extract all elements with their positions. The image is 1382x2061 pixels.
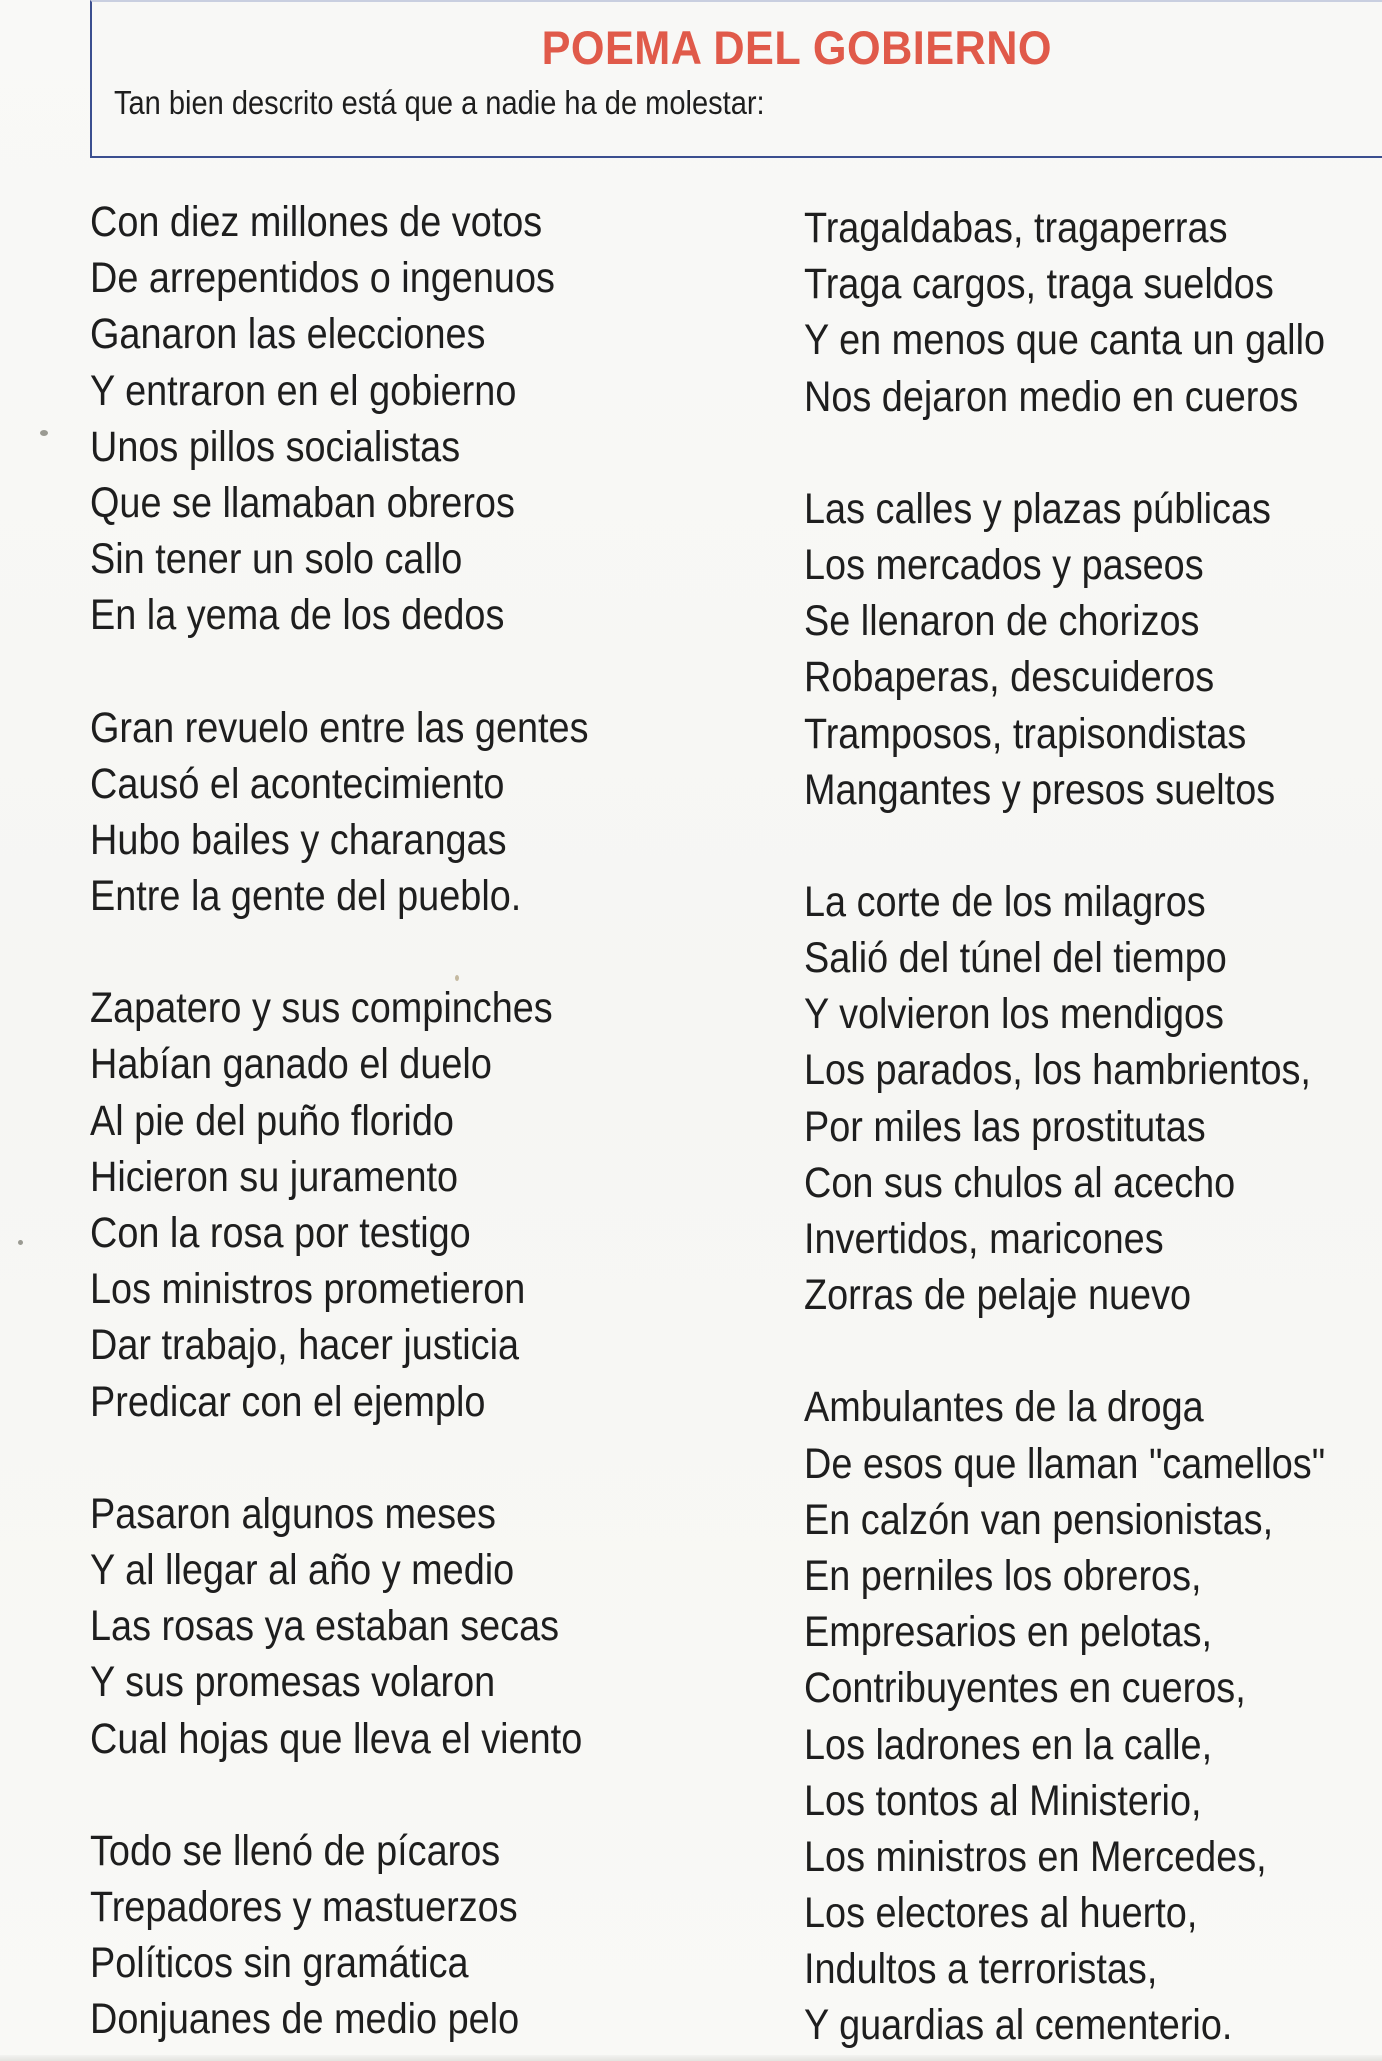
poem-line: Los mercados y paseos [804, 540, 1204, 589]
poem-line: Por miles las prostitutas [804, 1102, 1206, 1151]
poem-line: Con sus chulos al acecho [804, 1158, 1236, 1207]
stanza [804, 200, 1325, 425]
paper-speck [40, 430, 48, 436]
poem-line: Sin tener un solo callo [90, 535, 463, 584]
poem-line: Indultos a terroristas, [804, 1945, 1158, 1994]
poem-line: Zorras de pelaje nuevo [804, 1271, 1192, 1320]
poem-line: Las calles y plazas públicas [804, 484, 1271, 533]
poem-subtitle: Tan bien descrito está que a nadie ha de molestar: [114, 84, 765, 121]
poem-line: Ambulantes de la droga [804, 1383, 1204, 1432]
paper-speck [455, 975, 459, 981]
poem-line: Los tontos al Ministerio, [804, 1776, 1202, 1825]
stanza [90, 194, 589, 644]
poem-line: En la yema de los dedos [90, 591, 505, 640]
stanza [90, 700, 589, 925]
poem-line: Dar trabajo, hacer justicia [90, 1321, 520, 1370]
poem-line: En calzón van pensionistas, [804, 1495, 1274, 1544]
poem-line: Se llenaron de chorizos [804, 597, 1200, 646]
poem-line: Predicar con el ejemplo [90, 1377, 486, 1426]
poem-line: Donjuanes de medio pelo [90, 1995, 520, 2044]
poem-line: Al pie del puño florido [90, 1096, 454, 1145]
poem-line: Con diez millones de votos [90, 198, 543, 246]
poem-line: Traga cargos, traga sueldos [804, 260, 1274, 309]
poem-line: Salió del túnel del tiempo [804, 934, 1227, 983]
poem-line: De esos que llaman "camellos" [804, 1439, 1326, 1488]
poem-line: Invertidos, maricones [804, 1215, 1164, 1263]
poem-line: Las rosas ya estaban secas [90, 1602, 560, 1651]
poem-line: Empresarios en pelotas, [804, 1608, 1213, 1657]
poem-line: Unos pillos socialistas [90, 422, 461, 471]
poem-line: Tragaldabas, tragaperras [804, 204, 1228, 252]
poem-line: Y volvieron los mendigos [804, 990, 1224, 1039]
poem-line: Robaperas, descuideros [804, 653, 1215, 702]
poem-line: Tramposos, trapisondistas [804, 709, 1247, 758]
poem-line: La corte de los milagros [804, 877, 1206, 926]
poem-line: Con la rosa por testigo [90, 1209, 471, 1257]
stanza-gap [90, 644, 657, 700]
stanza-gap [804, 818, 1382, 874]
stanza [90, 1823, 589, 2048]
poem-line: Y guardias al cementerio. [804, 2001, 1233, 2050]
poem-line: Habían ganado el duelo [90, 1040, 492, 1089]
poem-line: Mangantes y presos sueltos [804, 765, 1276, 814]
header-box [90, 0, 1382, 158]
stanza [90, 1486, 589, 1767]
stanza [804, 481, 1325, 818]
poem-left-column [90, 194, 657, 2047]
poem-line: Y al llegar al año y medio [90, 1545, 515, 1594]
paper-speck [18, 1240, 23, 1245]
poem-line: Contribuyentes en cueros, [804, 1664, 1246, 1713]
poem-title: POEMA DEL GOBIERNO [541, 21, 1052, 74]
poem-line: Políticos sin gramática [90, 1939, 469, 1988]
poem-line: Y en menos que canta un gallo [804, 316, 1326, 365]
poem-line: Ganaron las elecciones [90, 310, 486, 359]
stanza-gap [90, 1430, 657, 1486]
poem-line: Trepadores y mastuerzos [90, 1882, 518, 1931]
poem-line: Los electores al huerto, [804, 1889, 1198, 1938]
poem-line: Entre la gente del pueblo. [90, 872, 522, 921]
stanza-gap [90, 1767, 657, 1823]
poem-line: Cual hojas que lleva el viento [90, 1714, 583, 1763]
poem-line: Y sus promesas volaron [90, 1658, 496, 1707]
poem-line: Zapatero y sus compinches [90, 984, 553, 1033]
stanza-gap [90, 924, 657, 980]
poem-line: De arrepentidos o ingenuos [90, 254, 555, 303]
stanza-gap [804, 1323, 1382, 1379]
poem-line: Nos dejaron medio en cueros [804, 372, 1299, 421]
poem-line: Pasaron algunos meses [90, 1489, 496, 1538]
poem-line: Y entraron en el gobierno [90, 366, 517, 415]
poem-line: En perniles los obreros, [804, 1551, 1202, 1600]
poem-line: Los parados, los hambrientos, [804, 1046, 1311, 1095]
poem-line: Gran revuelo entre las gentes [90, 703, 589, 752]
poem-line: Los ladrones en la calle, [804, 1720, 1213, 1769]
stanza-gap [804, 425, 1382, 481]
poem-line: Causó el acontecimiento [90, 759, 505, 808]
poem-line: Hicieron su juramento [90, 1152, 459, 1201]
poem-line: Los ministros prometieron [90, 1265, 526, 1314]
stanza [804, 1379, 1325, 2053]
stanza [804, 874, 1325, 1324]
poem-right-column [804, 200, 1382, 2054]
poem-line: Todo se llenó de pícaros [90, 1826, 501, 1875]
page-bottom-edge [0, 2055, 1382, 2061]
poem-line: Hubo bailes y charangas [90, 815, 507, 864]
stanza [90, 980, 589, 1430]
poem-line: Que se llamaban obreros [90, 478, 515, 527]
poem-line: Los ministros en Mercedes, [804, 1832, 1267, 1881]
